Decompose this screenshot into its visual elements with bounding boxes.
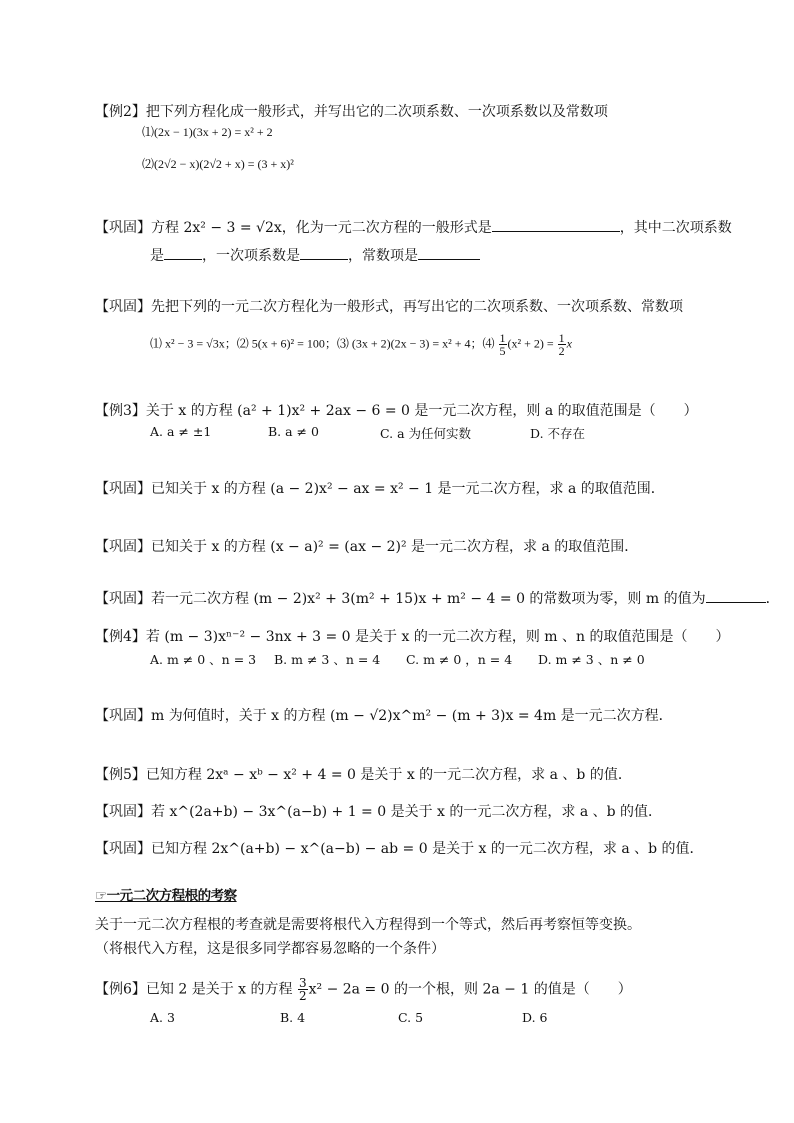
example-5 bbox=[95, 766, 632, 784]
consolidate-7-label: 【巩固】 bbox=[95, 804, 151, 820]
consolidate-5 bbox=[95, 588, 780, 608]
example-4-label: 【例4】 bbox=[95, 629, 146, 645]
answer-blank[interactable] bbox=[300, 245, 348, 260]
consolidate-5-end: ． bbox=[765, 591, 780, 607]
example-3-label: 【例3】 bbox=[95, 403, 146, 419]
example-2-text: 把下列方程化成一般形式，并写出它的二次项系数、一次项系数以及常数项 bbox=[145, 104, 608, 120]
section-heading: ☞一元二次方程根的考察 bbox=[95, 888, 237, 904]
consolidate-1-text: ，其中二次项系数 bbox=[619, 220, 732, 236]
option-b[interactable]: B. a ≠ 0 bbox=[268, 424, 319, 439]
option-a[interactable]: A. a ≠ ±1 bbox=[150, 424, 212, 439]
option-d[interactable]: D. m ≠ 3 、n ≠ 0 bbox=[538, 652, 645, 667]
consolidate-8-label: 【巩固】 bbox=[95, 841, 151, 857]
consolidate-8 bbox=[95, 840, 704, 858]
consolidate-4 bbox=[95, 538, 638, 556]
example-5-text: 已知方程 2xᵃ − xᵇ − x² + 4 = 0 是关于 x 的一元二次方程，求 a 、b 的值． bbox=[145, 767, 632, 783]
example-3 bbox=[95, 402, 698, 420]
consolidate-6 bbox=[95, 707, 673, 725]
example-2 bbox=[95, 103, 608, 121]
consolidate-3-text: 已知关于 x 的方程 (a − 2)x² − ax = x² − 1 是一元二次方程，求 a 的取值范围． bbox=[151, 481, 665, 497]
consolidate-6-text: m 为何值时，关于 x 的方程 (m − √2)x^m² − (m + 3)x = 4m 是一元二次方程． bbox=[151, 708, 673, 724]
example-6-label: 【例6】 bbox=[95, 981, 146, 998]
consolidate-2-items-text: ⑴ x² − 3 = √3x；⑵ 5(x + 6)² = 100；⑶ (3x + 2)(2x − 3) = x² + 4；⑷ bbox=[150, 336, 495, 351]
example-6: 【例6】已知 2 是关于 x 的方程 $\frac{3}{2}$ x² − 2a = 0 的一个根，则 2a − 1 的值是（ ） bbox=[95, 976, 632, 1003]
consolidate-1-text: 是 bbox=[150, 248, 164, 264]
section-paragraph-2: （将根代入方程，这是很多同学都容易忽略的一个条件） bbox=[95, 941, 445, 957]
option-a[interactable]: A. m ≠ 0 、n = 3 bbox=[150, 652, 257, 667]
example-5-label: 【例5】 bbox=[95, 767, 146, 783]
consolidate-1 bbox=[95, 217, 732, 237]
consolidate-2 bbox=[95, 298, 683, 316]
consolidate-5-text: 若一元二次方程 (m − 2)x² + 3(m² + 15)x + m² − 4 = 0 的常数项为零，则 m 的值为 bbox=[151, 591, 706, 607]
consolidate-3 bbox=[95, 480, 665, 498]
option-b[interactable]: B. m ≠ 3 、n = 4 bbox=[274, 652, 381, 667]
option-b[interactable]: B. 4 bbox=[280, 1010, 306, 1025]
consolidate-1-line-2 bbox=[150, 245, 480, 265]
consolidate-8-text: 已知方程 2x^(a+b) − x^(a−b) − ab = 0 是关于 x 的一元二次方程，求 a 、b 的值． bbox=[151, 841, 704, 857]
consolidate-7 bbox=[95, 803, 662, 821]
example-2-item-2: ⑵(2√2 − x)(2√2 + x) = (3 + x)² bbox=[142, 157, 294, 171]
consolidate-1-text: ，常数项是 bbox=[348, 248, 418, 264]
option-c[interactable]: C. m ≠ 0 ，n = 4 bbox=[406, 652, 513, 667]
option-a[interactable]: A. 3 bbox=[150, 1010, 175, 1025]
answer-blank[interactable] bbox=[418, 245, 480, 260]
consolidate-2-label: 【巩固】 bbox=[95, 299, 151, 315]
answer-blank[interactable] bbox=[492, 217, 620, 232]
consolidate-2-text: 先把下列的一元二次方程化为一般形式，再写出它的二次项系数、一次项系数、常数项 bbox=[151, 299, 683, 315]
consolidate-1-text: 方程 2x² − 3 = √2x，化为一元二次方程的一般形式是 bbox=[151, 220, 492, 236]
example-3-text: 关于 x 的方程 (a² + 1)x² + 2ax − 6 = 0 是一元二次方程，则 a 的取值范围是（ ） bbox=[145, 403, 698, 419]
example-2-item-1: ⑴(2x − 1)(3x + 2) = x² + 2 bbox=[142, 125, 273, 139]
consolidate-2-items: ⑴ x² − 3 = √3x；⑵ 5(x + 6)² = 100；⑶ (3x + 2)(2x − 3) = x² + 4；⑷ $\frac{1}{5}$ (x² + 2) = $\frac{1}{2}$ x bbox=[150, 331, 572, 358]
section-paragraph-1: 关于一元二次方程根的考查就是需要将根代入方程得到一个等式，然后再考察恒等变换。 bbox=[95, 917, 641, 933]
consolidate-7-text: 若 x^(2a+b) − 3x^(a−b) + 1 = 0 是关于 x 的一元二次方程，求 a 、b 的值． bbox=[151, 804, 663, 820]
option-d[interactable]: D. 6 bbox=[522, 1010, 548, 1025]
example-4 bbox=[95, 628, 729, 646]
consolidate-3-label: 【巩固】 bbox=[95, 481, 151, 497]
example-2-label: 【例2】 bbox=[95, 104, 146, 120]
example-4-text: 若 (m − 3)xⁿ⁻² − 3nx + 3 = 0 是关于 x 的一元二次方程，则 m 、n 的取值范围是（ ） bbox=[145, 629, 730, 645]
consolidate-4-label: 【巩固】 bbox=[95, 539, 151, 555]
consolidate-1-text: ，一次项系数是 bbox=[202, 248, 300, 264]
consolidate-5-label: 【巩固】 bbox=[95, 591, 151, 607]
consolidate-1-label: 【巩固】 bbox=[95, 220, 151, 236]
example-6-text: x² − 2a = 0 的一个根，则 2a − 1 的值是（ ） bbox=[308, 981, 632, 998]
option-c[interactable]: C. 5 bbox=[398, 1010, 424, 1025]
option-c[interactable]: C. a 为任何实数 bbox=[380, 426, 471, 441]
consolidate-6-label: 【巩固】 bbox=[95, 708, 151, 724]
answer-blank[interactable] bbox=[706, 588, 766, 603]
example-6-text: 已知 2 是关于 x 的方程 bbox=[145, 981, 293, 998]
consolidate-4-text: 已知关于 x 的方程 (x − a)² = (ax − 2)² 是一元二次方程，求 a 的取值范围． bbox=[151, 539, 639, 555]
answer-blank[interactable] bbox=[164, 245, 202, 260]
option-d[interactable]: D. 不存在 bbox=[530, 426, 586, 441]
